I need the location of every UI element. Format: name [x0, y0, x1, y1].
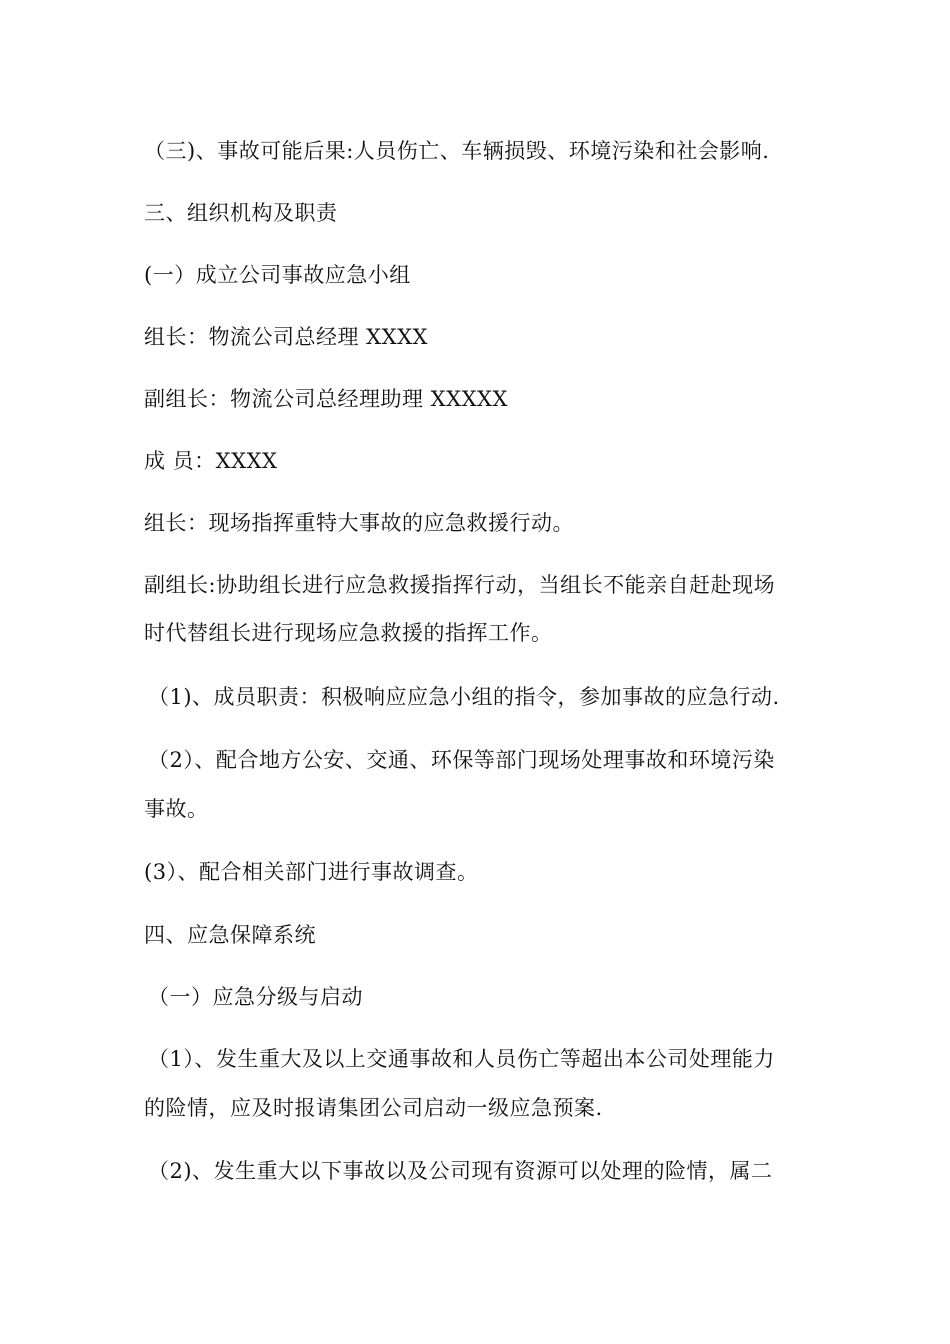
paragraph-members: 成 员：XXXX [144, 449, 278, 473]
paragraph-accident-consequences: （三)、事故可能后果:人员伤亡、车辆损毁、环境污染和社会影响. [144, 139, 770, 163]
paragraph-member-duty-2-line1: （2）、配合地方公安、交通、环保等部门现场处理事故和环境污染 [148, 748, 775, 772]
paragraph-deputy-duty-line2: 时代替组长进行现场应急救援的指挥工作。 [144, 621, 553, 645]
subheading-emergency-group: (一）成立公司事故应急小组 [144, 263, 411, 287]
paragraph-level-1-line1: （1）、发生重大及以上交通事故和人员伤亡等超出本公司处理能力 [148, 1047, 775, 1071]
paragraph-deputy-leader: 副组长：物流公司总经理助理 XXXXX [144, 387, 508, 411]
paragraph-member-duty-3: (3）、配合相关部门进行事故调查。 [144, 860, 479, 884]
subheading-emergency-levels: （一）应急分级与启动 [148, 985, 363, 1009]
paragraph-group-leader: 组长：物流公司总经理 XXXX [144, 325, 428, 349]
paragraph-level-2-line1: （2)、发生重大以下事故以及公司现有资源可以处理的险情，属二 [148, 1159, 773, 1183]
paragraph-level-1-line2: 的险情，应及时报请集团公司启动一级应急预案. [144, 1096, 603, 1120]
section-heading-organization: 三、组织机构及职责 [144, 201, 338, 225]
paragraph-deputy-duty-line1: 副组长:协助组长进行应急救援指挥行动，当组长不能亲自赶赴现场 [144, 573, 776, 597]
paragraph-member-duty-1: （1)、成员职责：积极响应应急小组的指令，参加事故的应急行动. [148, 685, 780, 709]
section-heading-emergency-support: 四、应急保障系统 [144, 923, 316, 947]
paragraph-member-duty-2-line2: 事故。 [144, 797, 209, 821]
paragraph-leader-duty: 组长：现场指挥重特大事故的应急救援行动。 [144, 511, 574, 535]
